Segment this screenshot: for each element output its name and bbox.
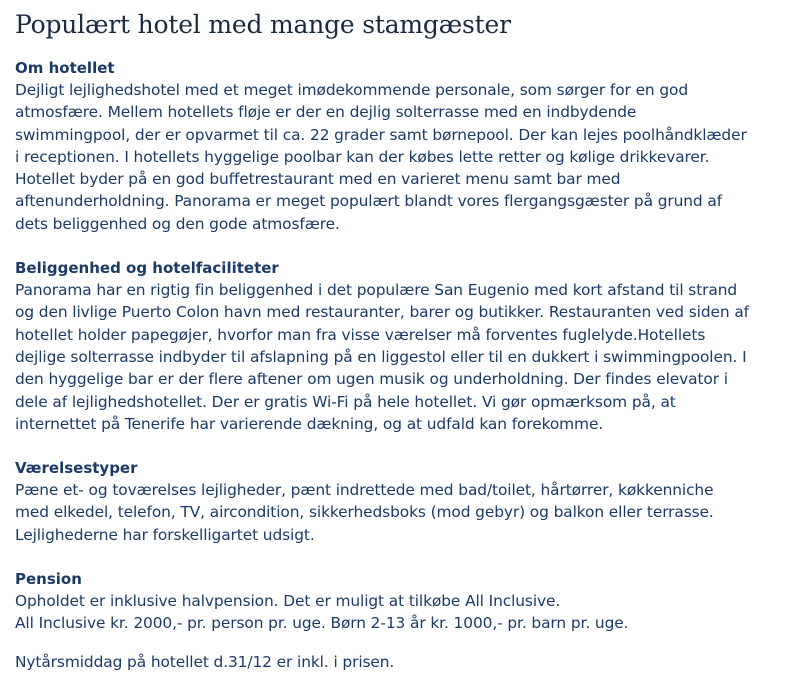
section-about-hotel [15,57,795,235]
section-room-types [15,457,795,546]
section-board [15,568,795,635]
section-text: Pæne et- og toværelses lejligheder, pænt indrettede med bad/toilet, hårtørrer, køkkenniche med elkedel, telefon, TV, aircondition, sikkerhedsboks (mod gebyr) og balkon eller terrasse. Lejlighederne har forskelligartet udsigt. [15,481,714,544]
page-title: Populært hotel med mange stamgæster [15,10,511,39]
section-text: Opholdet er inklusive halvpension. Det er muligt at tilkøbe All Inclusive. All Inclusive kr. 2000,- pr. person pr. uge. Børn 2-13 år kr. 1000,- pr. barn pr. uge. [15,592,629,633]
section-text: Dejligt lejlighedshotel med et meget imødekommende personale, som sørger for en god atmosfære. Mellem hotellets fløje er der en dejlig solterrasse med en indbydende swimmingpool, der er opvarmet til ca. 22 grader samt børnepool. Der kan lejes poolhåndklæder i receptionen. I hotellets hyggelige poolbar kan der købes lette retter og kølige drikkevarer. Hotellet byder på en god buffetrestaurant med en varieret menu samt bar med aftenunderholdning. Panorama er meget populært blandt vores flergangsgæster på grund af dets beliggenhed og den gode atmosfære. [15,81,747,233]
section-heading: Om hotellet [15,59,115,77]
section-location-facilities [15,257,795,435]
section-heading: Værelsestyper [15,459,138,478]
section-text: Panorama har en rigtig fin beliggenhed i det populære San Eugenio med kort afstand til strand og den livlige Puerto Colon havn med restauranter, barer og butikker. Restauranten ved siden af hotellet holder papegøjer, hvorfor man fra visse værelser må forventes fuglelyde.Hotellets dejlige solterrasse indbyder til afslapning på en liggestol eller til en dukkert i swimmingpoolen. I den hyggelige bar er der flere aftener om ugen musik og underholdning. Der findes elevator i dele af lejlighedshotellet. Der er gratis Wi-Fi på hele hotellet. Vi gør opmærksom på, at internettet på Tenerife har varierende dækning, og at udfald kan forekomme. [15,281,749,433]
footnote: Nytårsmiddag på hotellet d.31/12 er inkl. i prisen. [15,652,395,671]
hotel-description [15,0,795,673]
section-heading: Beliggenhed og hotelfaciliteter [15,259,279,278]
section-heading: Pension [15,570,82,589]
